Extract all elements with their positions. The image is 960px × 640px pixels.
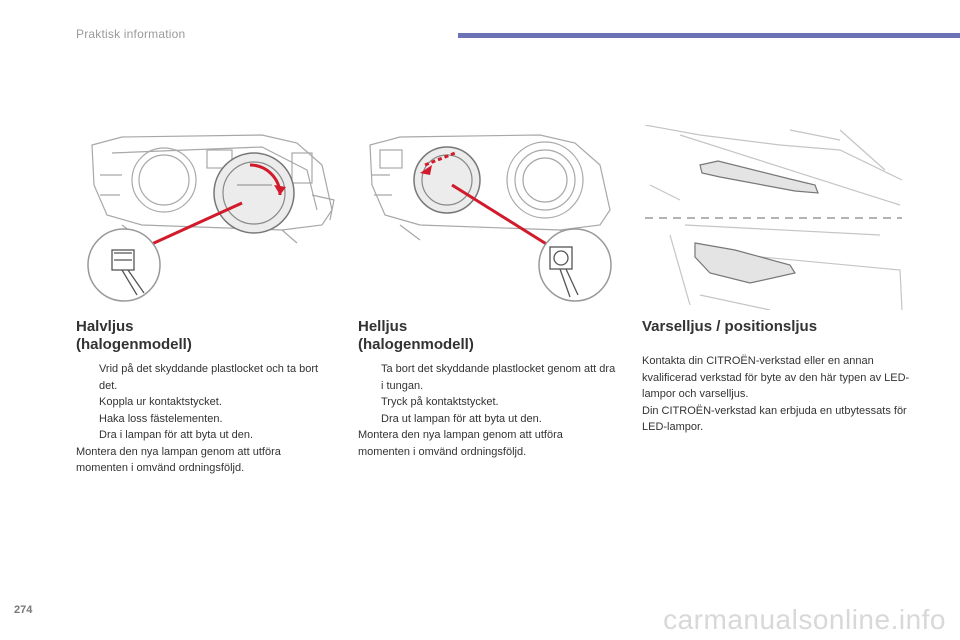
low-beam-title bbox=[76, 318, 334, 354]
low-beam-title-line1: Halvljus bbox=[76, 318, 134, 335]
low-beam-steps bbox=[76, 361, 334, 444]
page-number: 274 bbox=[14, 604, 33, 616]
low-beam-section bbox=[76, 318, 334, 477]
high-beam-title-line2: (halogenmodell) bbox=[358, 336, 474, 353]
section-title: Praktisk information bbox=[76, 27, 186, 41]
drl-illustration bbox=[640, 125, 906, 310]
list-item bbox=[76, 394, 334, 411]
list-item bbox=[76, 361, 334, 394]
high-beam-title bbox=[358, 318, 616, 354]
low-beam-illustration bbox=[82, 125, 338, 305]
list-item-text: Tryck på kontaktstycket. bbox=[381, 396, 499, 408]
list-item-text: Ta bort det skyddande plastlocket genom att dra i tungan. bbox=[381, 363, 616, 392]
list-item bbox=[358, 361, 616, 394]
header-accent-bar bbox=[458, 33, 960, 38]
list-item bbox=[358, 394, 616, 411]
low-beam-title-line2: (halogenmodell) bbox=[76, 336, 192, 353]
list-item-text: Haka loss fästelementen. bbox=[99, 412, 223, 425]
drl-paragraph-2: Din CITROËN-verkstad kan erbjuda en utbytessats för LED-lampor. bbox=[642, 404, 907, 433]
drl-paragraph-1: Kontakta din CITROËN-verkstad eller en annan kvalificerad verkstad för byte av den här typen av LED-lampor och varselljus. bbox=[642, 355, 910, 400]
high-beam-section bbox=[358, 318, 616, 460]
high-beam-steps bbox=[358, 361, 616, 427]
drl-title: Varselljus / positionsljus bbox=[642, 318, 818, 335]
list-item-text: Vrid på det skyddande plastlocket och ta bort det. bbox=[99, 363, 319, 392]
list-item-text: Dra i lampan för att byta ut den. bbox=[99, 429, 254, 441]
high-beam-illustration bbox=[360, 125, 616, 305]
list-item bbox=[358, 411, 616, 428]
list-item bbox=[76, 411, 334, 428]
high-beam-title-line1: Helljus bbox=[358, 318, 408, 335]
high-beam-note: Montera den nya lampan genom att utföra momenten i omvänd ordningsföljd. bbox=[358, 429, 563, 458]
list-item-text: Dra ut lampan för att byta ut den. bbox=[381, 412, 542, 425]
list-item-text: Koppla ur kontaktstycket. bbox=[99, 396, 222, 408]
watermark: carmanualsonline.info bbox=[663, 604, 946, 635]
list-item bbox=[76, 427, 334, 444]
low-beam-note: Montera den nya lampan genom att utföra momenten i omvänd ordningsföljd. bbox=[76, 445, 281, 474]
drl-section bbox=[642, 318, 910, 436]
